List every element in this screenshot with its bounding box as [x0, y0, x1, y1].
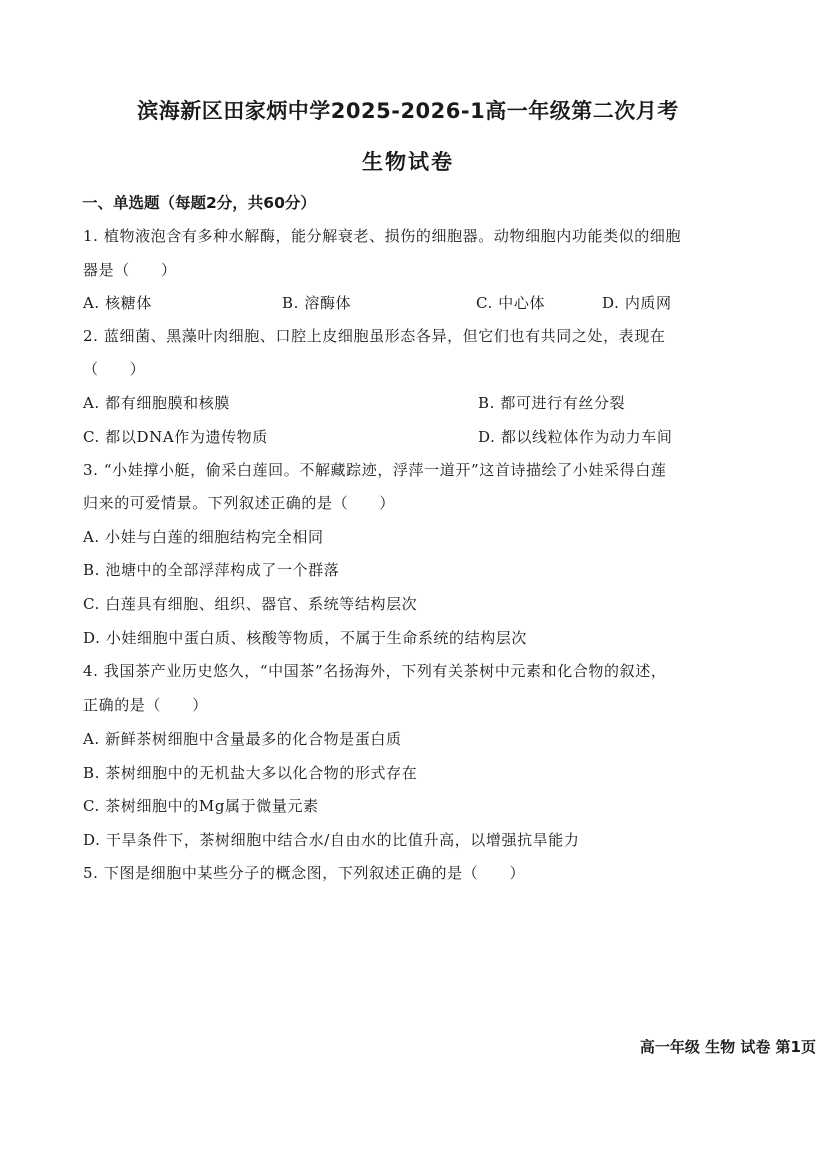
question-5-line-1: 5. 下图是细胞中某些分子的概念图，下列叙述正确的是（ ） — [83, 864, 526, 882]
exam-subtitle: 生物试卷 — [362, 150, 454, 174]
section-heading: 一、单选题（每题2分，共60分） — [82, 194, 316, 212]
question-3-option-b: B. 池塘中的全部浮萍构成了一个群落 — [83, 561, 340, 579]
page-footer: 高一年级 生物 试卷 第1页 — [639, 1038, 816, 1056]
question-2-option-d: D. 都以线粒体作为动力车间 — [478, 428, 673, 446]
question-1-line-1: 1. 植物液泡含有多种水解酶，能分解衰老、损伤的细胞器。动物细胞内功能类似的细胞 — [83, 227, 682, 245]
question-3-option-d: D. 小娃细胞中蛋白质、核酸等物质，不属于生命系统的结构层次 — [83, 629, 528, 647]
question-3-line-1: 3. “小娃撑小艇，偷采白莲回。不解藏踪迹，浮萍一道开”这首诗描绘了小娃采得白莲 — [83, 461, 667, 479]
question-2-line-2: （ ） — [83, 360, 146, 378]
question-2-option-b: B. 都可进行有丝分裂 — [478, 394, 626, 412]
question-4-option-d: D. 干旱条件下，茶树细胞中结合水/自由水的比值升高，以增强抗旱能力 — [83, 831, 580, 849]
exam-title: 滨海新区田家炳中学2025-2026-1高一年级第二次月考 — [137, 99, 679, 123]
question-1-option-d: D. 内质网 — [602, 294, 672, 312]
question-3-option-a: A. 小娃与白莲的细胞结构完全相同 — [83, 528, 324, 546]
question-3-line-2: 归来的可爱情景。下列叙述正确的是（ ） — [83, 494, 396, 512]
question-1-option-c: C. 中心体 — [476, 294, 546, 312]
question-1-option-a: A. 核糖体 — [83, 294, 152, 312]
question-2-option-a: A. 都有细胞膜和核膜 — [83, 394, 230, 412]
question-4-line-1: 4. 我国茶产业历史悠久，“中国茶”名扬海外，下列有关茶树中元素和化合物的叙述， — [83, 662, 667, 680]
question-4-line-2: 正确的是（ ） — [83, 696, 208, 714]
question-4-option-a: A. 新鲜茶树细胞中含量最多的化合物是蛋白质 — [83, 730, 402, 748]
question-2-line-1: 2. 蓝细菌、黑藻叶肉细胞、口腔上皮细胞虽形态各异，但它们也有共同之处，表现在 — [83, 327, 666, 345]
question-1-line-2: 器是（ ） — [83, 261, 177, 279]
question-4-option-b: B. 茶树细胞中的无机盐大多以化合物的形式存在 — [83, 764, 418, 782]
question-2-option-c: C. 都以DNA作为遗传物质 — [83, 428, 268, 446]
question-4-option-c: C. 茶树细胞中的Mg属于微量元素 — [83, 797, 319, 815]
question-3-option-c: C. 白莲具有细胞、组织、器官、系统等结构层次 — [83, 595, 418, 613]
question-1-option-b: B. 溶酶体 — [282, 294, 352, 312]
